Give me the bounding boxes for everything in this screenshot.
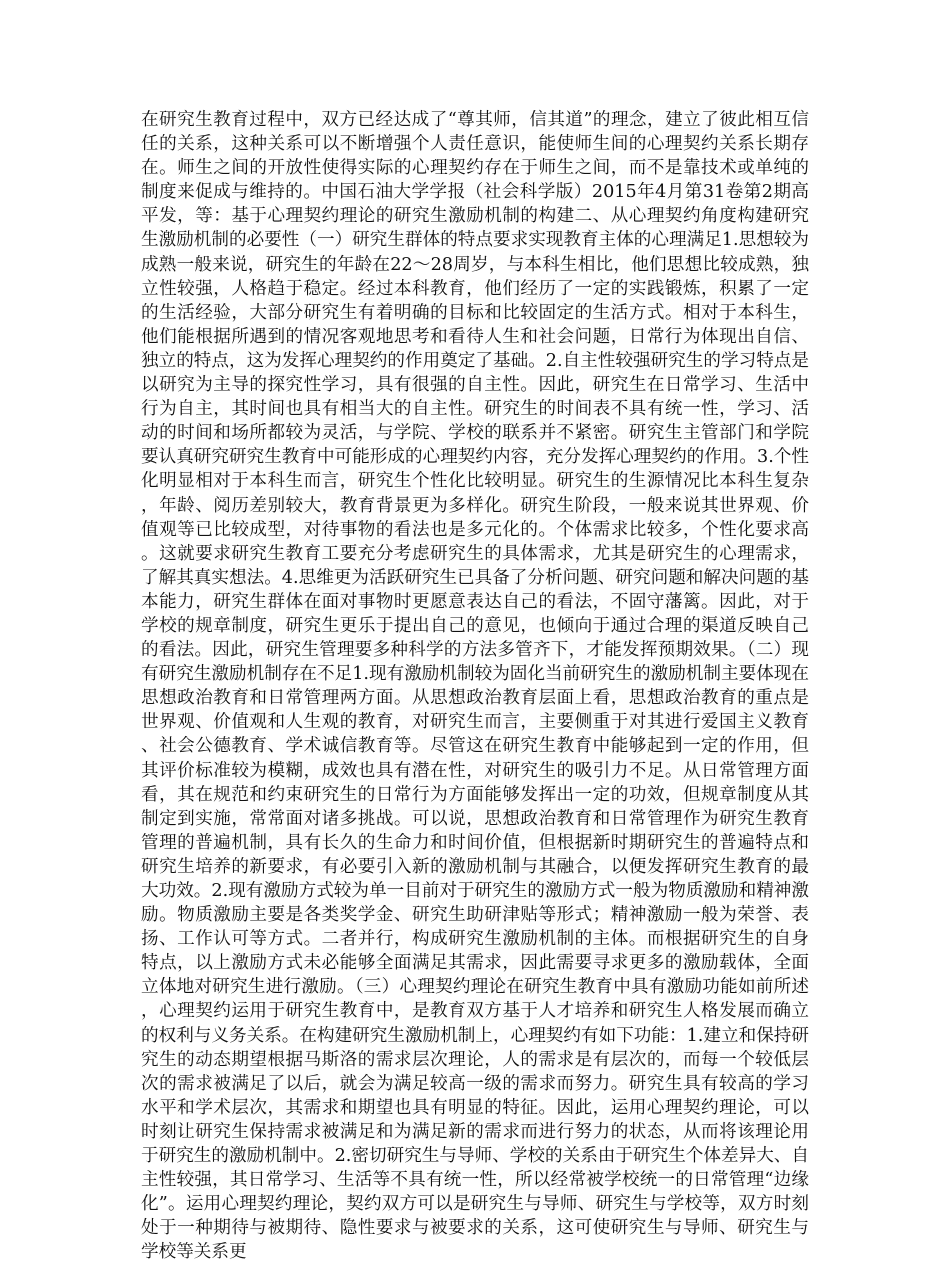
- document-page: [141, 108, 809, 1265]
- body-paragraph: 在研究生教育过程中，双方已经达成了“尊其师，信其道”的理念，建立了彼此相互信任的关系，这种关系可以不断增强个人责任意识，能使师生间的心理契约关系长期存在。师生之间的开放性使得实际的心理契约存在于师生之间，而不是靠技术或单纯的制度来促成与维持的。中国石油大学学报（社会科学版）2015年4月第31卷第2期高平发，等：基于心理契约理论的研究生激励机制的构建二、从心理契约角度构建研究生激励机制的必要性（一）研究生群体的特点要求实现教育主体的心理满足1.思想较为成熟一般来说，研究生的年龄在22～28周岁，与本科生相比，他们思想比较成熟，独立性较强，人格趋于稳定。经过本科教育，他们经历了一定的实践锻炼，积累了一定的生活经验，大部分研究生有着明确的目标和比较固定的生活方式。相对于本科生，他们能根据所遇到的情况客观地思考和看待人生和社会问题，日常行为体现出自信、独立的特点，这为发挥心理契约的作用奠定了基础。2.自主性较强研究生的学习特点是以研究为主导的探究性学习，具有很强的自主性。因此，研究生在日常学习、生活中行为自主，其时间也具有相当大的自主性。研究生的时间表不具有统一性，学习、活动的时间和场所都较为灵活，与学院、学校的联系并不紧密。研究生主管部门和学院要认真研究研究生教育中可能形成的心理契约内容，充分发挥心理契约的作用。3.个性化明显相对于本科生而言，研究生个性化比较明显。研究生的生源情况比本科生复杂，年龄、阅历差别较大，教育背景更为多样化。研究生阶段，一般来说其世界观、价值观等已比较成型，对待事物的看法也是多元化的。个体需求比较多，个性化要求高。这就要求研究生教育工要充分考虑研究生的具体需求，尤其是研究生的心理需求，了解其真实想法。4.思维更为活跃研究生已具备了分析问题、研究问题和解决问题的基本能力，研究生群体在面对事物时更愿意表达自己的看法，不固守藩篱。因此，对于学校的规章制度，研究生更乐于提出自己的意见，也倾向于通过合理的渠道反映自己的看法。因此，研究生管理要多种科学的方法多管齐下，才能发挥预期效果。（二）现有研究生激励机制存在不足1.现有激励机制较为固化当前研究生的激励机制主要体现在思想政治教育和日常管理两方面。从思想政治教育层面上看，思想政治教育的重点是世界观、价值观和人生观的教育，对研究生而言，主要侧重于对其进行爱国主义教育、社会公德教育、学术诚信教育等。尽管这在研究生教育中能够起到一定的作用，但其评价标准较为模糊，成效也具有潜在性，对研究生的吸引力不足。从日常管理方面看，其在规范和约束研究生的日常行为方面能够发挥出一定的功效，但规章制度从其制定到实施，常常面对诸多挑战。可以说，思想政治教育和日常管理作为研究生教育管理的普遍机制，具有长久的生命力和时间价值，但根据新时期研究生的普遍特点和研究生培养的新要求，有必要引入新的激励机制与其融合，以便发挥研究生教育的最大功效。2.现有激励方式较为单一目前对于研究生的激励方式一般为物质激励和精神激励。物质激励主要是各类奖学金、研究生助研津贴等形式；精神激励一般为荣誉、表扬、工作认可等方式。二者并行，构成研究生激励机制的主体。而根据研究生的自身特点，以上激励方式未必能够全面满足其需求，因此需要寻求更多的激励载体，全面立体地对研究生进行激励。（三）心理契约理论在研究生教育中具有激励功能如前所述，心理契约运用于研究生教育中，是教育双方基于人才培养和研究生人格发展而确立的权利与义务关系。在构建研究生激励机制上，心理契约有如下功能：1.建立和保持研究生的动态期望根据马斯洛的需求层次理论，人的需求是有层次的，而每一个较低层次的需求被满足了以后，就会为满足较高一级的需求而努力。研究生具有较高的学习水平和学术层次，其需求和期望也具有明显的特征。因此，运用心理契约理论，可以时刻让研究生保持需求被满足和为满足新的需求而进行努力的状态，从而将该理论用于研究生的激励机制中。2.密切研究生与导师、学校的关系由于研究生个体差异大、自主性较强，其日常学习、生活等不具有统一性，所以经常被学校统一的日常管理“边缘化”。运用心理契约理论，契约双方可以是研究生与导师、研究生与学校等，双方时刻处于一种期待与被期待、隐性要求与被要求的关系，这可使研究生与导师、研究生与学校等关系更: [141, 110, 809, 1263]
